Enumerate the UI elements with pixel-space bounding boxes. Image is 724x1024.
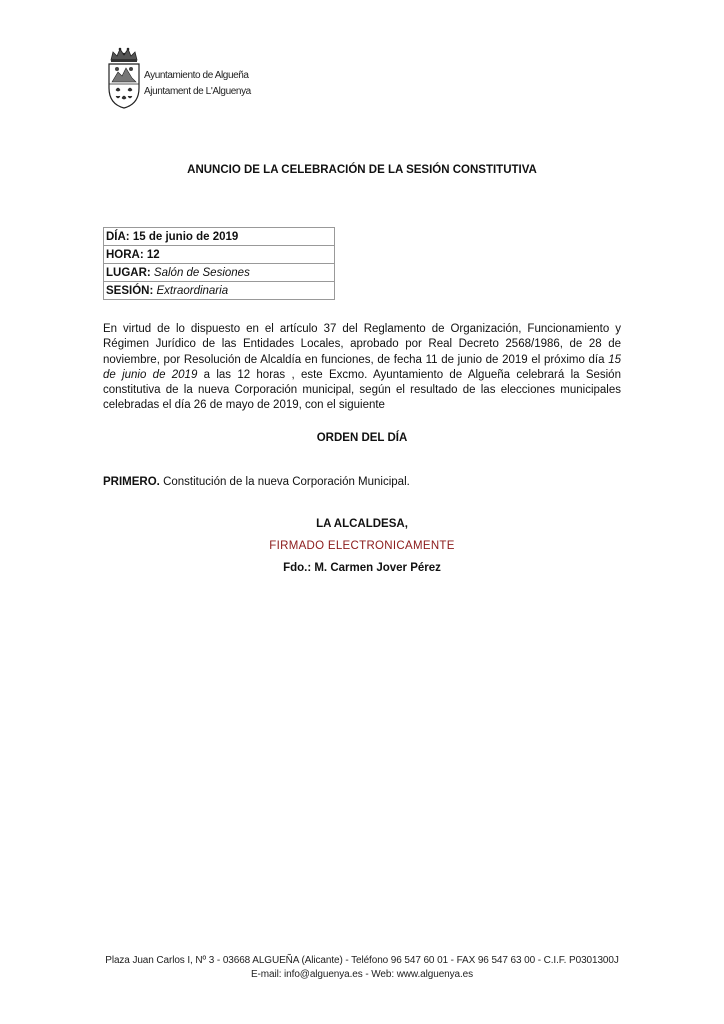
info-row-dia <box>104 228 335 246</box>
info-label-lugar: LUGAR: <box>106 266 151 279</box>
agenda-item-text: Constitución de la nueva Corporación Municipal. <box>163 476 410 488</box>
session-info-table <box>103 227 335 300</box>
footer-address: Plaza Juan Carlos I, Nº 3 - 03668 ALGUEÑA (Alicante) - Teléfono 96 547 60 01 - FAX 96 547 63 00 - C.I.F. P0301300J <box>105 955 619 966</box>
signature-status: FIRMADO ELECTRONICAMENTE <box>269 540 455 552</box>
info-value-lugar: Salón de Sesiones <box>153 266 250 279</box>
header-logo <box>106 46 251 110</box>
paragraph-part-1: En virtud de lo dispuesto en el artículo 37 del Reglamento de Organización, Funcionamiento y Régimen Jurídico de las Entidades Locales, aprobado por Real Decreto 2568/1986, de 28 de noviembre, por Resolución de Alcaldía en funciones, de fecha 11 de junio de 2019 el próximo día <box>103 323 621 366</box>
info-value-dia: 15 de junio de 2019 <box>132 230 239 243</box>
info-value-sesion: Extraordinaria <box>156 284 229 297</box>
org-name-valencian: Ajuntament de L'Alguenya <box>144 86 251 97</box>
org-name-spanish: Ayuntamiento de Algueña <box>144 70 249 81</box>
coat-of-arms-icon <box>106 46 142 110</box>
signature-name: Fdo.: M. Carmen Jover Pérez <box>283 562 441 574</box>
announcement-paragraph <box>103 322 621 414</box>
info-label-sesion: SESIÓN: <box>106 284 154 297</box>
info-value-hora: 12 <box>146 248 160 261</box>
agenda-item-label: PRIMERO. <box>103 476 160 488</box>
info-label-hora: HORA: <box>106 248 144 261</box>
info-label-dia: DÍA: <box>106 230 130 243</box>
footer-contact: E-mail: info@alguenya.es - Web: www.alguenya.es <box>250 969 474 980</box>
page-title: ANUNCIO DE LA CELEBRACIÓN DE LA SESIÓN CONSTITUTIVA <box>187 164 537 176</box>
info-row-hora <box>104 246 335 264</box>
signature-title: LA ALCALDESA, <box>316 518 408 530</box>
agenda-item <box>103 476 410 488</box>
info-row-sesion <box>104 282 335 300</box>
paragraph-date: 15 de junio de 2019 <box>103 353 621 381</box>
info-row-lugar <box>104 264 335 282</box>
agenda-title: ORDEN DEL DÍA <box>316 432 408 444</box>
paragraph-part-2: a las 12 horas , este Excmo. Ayuntamiento de Algueña celebrará la Sesión constitutiva de la nueva Corporación municipal, según el resultado de las elecciones municipales celebradas el día 26 de mayo de 2019, con el siguiente <box>103 368 621 412</box>
